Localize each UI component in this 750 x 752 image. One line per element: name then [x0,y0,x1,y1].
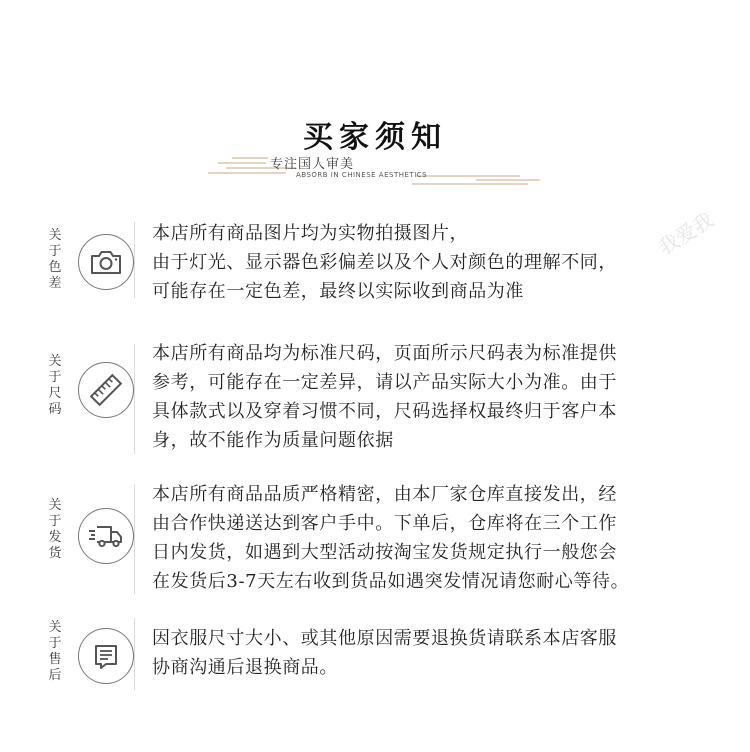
label-char: 发 [48,530,62,545]
section-icon-circle [78,234,134,290]
text-line: 身，故不能作为质量问题依据 [152,430,394,451]
label-char: 于 [48,514,62,529]
section-label-size [42,354,68,418]
text-line: 因衣服尺寸大小、或其他原因需要退换货请联系本店客服 [152,628,617,649]
divider [134,484,135,594]
section-text-shipping [152,480,712,596]
label-char: 关 [48,354,62,369]
text-line: 具体款式以及穿着习惯不同，尺码选择权最终归于客户本 [152,401,617,422]
text-line: 可能存在一定色差，最终以实际收到商品为准 [152,281,524,302]
camera-icon [89,248,123,276]
text-line: 由合作快递送达到客户手中。下单后，仓库将在三个工作 [152,513,617,534]
label-char: 码 [48,402,62,417]
section-label-aftersales [42,620,68,684]
label-char: 后 [48,668,62,683]
section-label-shipping [42,498,68,562]
header-decoration [0,0,750,200]
section-text-aftersales [152,624,712,682]
label-char: 售 [48,652,62,667]
section-icon-circle [78,508,134,564]
section-text-size [152,339,712,455]
divider [134,344,135,454]
section-text-color [152,219,712,306]
label-char: 于 [48,636,62,651]
label-char: 于 [48,370,62,385]
truck-icon [88,523,124,549]
label-char: 色 [48,260,62,275]
label-char: 差 [48,276,62,291]
divider [134,222,135,298]
section-icon-circle [78,362,134,418]
text-line: 由于灯光、显示器色彩偏差以及个人对颜色的理解不同， [152,252,617,273]
page-title: 买家须知 [303,120,447,155]
ruler-icon [89,373,123,407]
section-icon-circle [78,628,134,684]
text-line: 协商沟通后退换商品。 [152,657,338,678]
label-char: 关 [48,228,62,243]
header-subtitle: 专注国人审美 [270,157,355,172]
divider [134,618,135,690]
receipt-icon [91,641,121,671]
text-line: 参考，可能存在一定差异，请以产品实际大小为准。由于 [152,372,617,393]
text-line: 本店所有商品图片均为实物拍摄图片， [152,223,469,244]
watermark: 我爱我 [654,207,718,260]
text-line: 本店所有商品品质严格精密，由本厂家仓库直接发出，经 [152,484,617,505]
text-line: 在发货后3-7天左右收到货品如遇突发情况请您耐心等待。 [152,571,630,592]
label-char: 关 [48,620,62,635]
text-line: 日内发货，如遇到大型活动按淘宝发货规定执行一般您会 [152,542,617,563]
label-char: 尺 [48,386,62,401]
label-char: 关 [48,498,62,513]
text-line: 本店所有商品均为标准尺码，页面所示尺码表为标准提供 [152,343,617,364]
label-char: 货 [48,546,62,561]
label-char: 于 [48,244,62,259]
section-label-color [42,228,68,292]
header-english-subtitle: ABSORB IN CHINESE AESTHETICS [296,171,428,179]
